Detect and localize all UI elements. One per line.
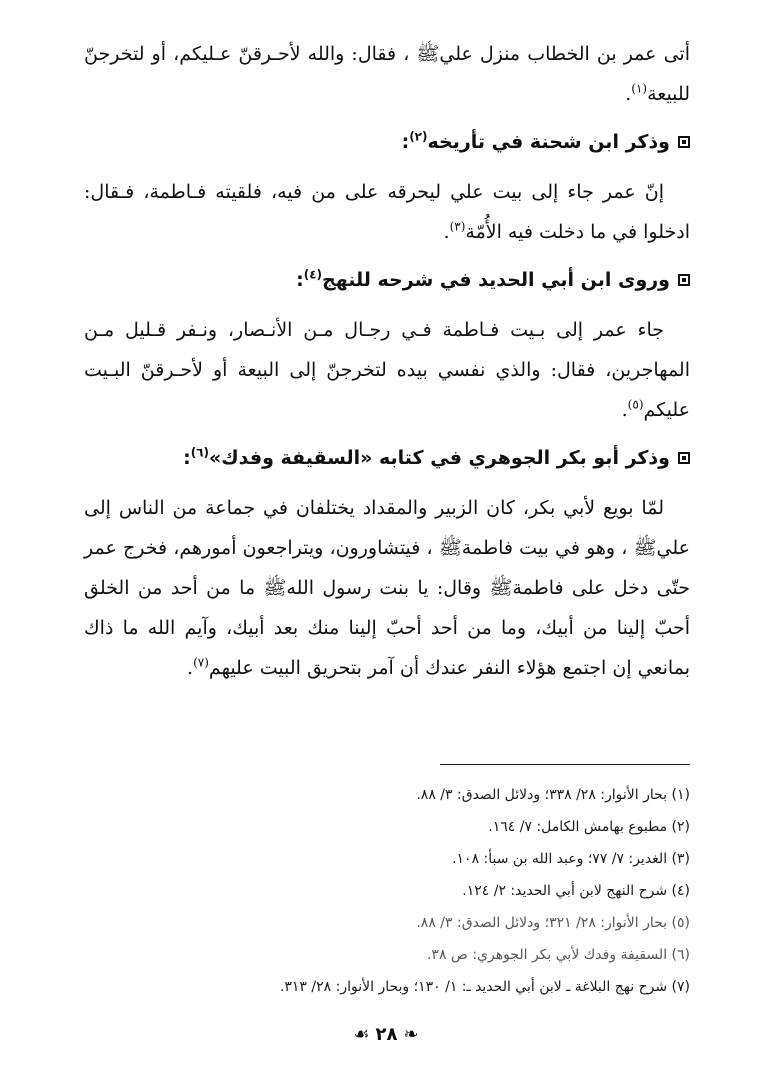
heading-1-text: وذكر ابن شحنة في تأريخه <box>427 131 670 153</box>
section-heading-ibn-abi-alhadid: وروى ابن أبي الحديد في شرحه للنهج$^{(٤)}$: <box>84 258 690 302</box>
footnote-5: (٥) بحار الأنوار: ٢٨/ ٣٢١؛ ودلائل الصدق: ٣/ ٨٨. <box>416 915 690 931</box>
section-heading-ibn-shahna: وذكر ابن شحنة في تأريخه$^{(٢)}$: <box>84 120 690 164</box>
footnote-ref-5: (٥) <box>627 397 644 412</box>
paragraph-4: لمّا بويع لأبي بكر، كان الزبير والمقداد يختلفان في جماعة من الناس إلى عليﷺ ، وهو في بيت فاطمةﷺ ، فيتشاورون، ويتراجعون أمورهم، فخرج عمر حتّى دخل على فاطمةﷺ وقال: يا بنت رسول اللهﷺ ما من أحد من الخلق أحبّ إلينا من أبيك، وما من أحد أحبّ إلينا منك بعد أبيك، وآيم الله ما ذاك بمانعي إن اجتمع هؤلاء النفر عندك أن آمر بتحريق البيت عليهم$^{(٧)}$. <box>84 497 690 679</box>
paragraph-2: إنّ عمر جاء إلى بيت علي ليحرقه على من فيه، فلقيته فـاطمة، فـقال: ادخلوا في ما دخلت فيه الأُمّة$^{(٣)}$. <box>84 181 690 243</box>
section-heading-jawhari: وذكر أبو بكر الجوهري في كتابه «السقيفة وفدك»$^{(٦)}$: <box>84 436 690 480</box>
footnote-ref-7: (٧) <box>193 655 209 670</box>
page-number <box>0 1024 772 1045</box>
ornament-right-icon: ☙ <box>353 1024 370 1045</box>
square-bullet-icon <box>678 136 690 148</box>
page-number-text: ٢٨ <box>375 1024 398 1045</box>
paragraph-4-text: لمّا بويع لأبي بكر، كان الزبير والمقداد يختلفان في جماعة من الناس إلى عليﷺ ، وهو في بيت فاطمةﷺ ، فيتشاورون، ويتراجعون أمورهم، فخرج عمر حتّى دخل على فاطمةﷺ وقال: يا بنت رسول اللهﷺ ما من أحد من الخلق أحبّ إلينا من أبيك، وما من أحد أحبّ إلينا منك بعد أبيك، وآيم الله ما ذاك بمانعي إن اجتمع هؤلاء النفر عندك أن آمر بتحريق البيت عليهم <box>84 497 690 679</box>
footnote-ref-1: (١) <box>631 81 648 96</box>
footnote-7: (٧) شرح نهج البلاغة ـ لابن أبي الحديد ـ: ١/ ١٣٠؛ وبحار الأنوار: ٢٨/ ٣١٣. <box>279 979 690 995</box>
footnote-6: (٦) السقيفة وفدك لأبي بكر الجوهري: ص ٣٨. <box>426 947 690 963</box>
paragraph-3: جاء عمر إلى بـيت فـاطمة فـي رجـال مـن الأنـصار، ونـفر قـليل مـن المهاجرين، فقال: والذي نفسي بيده لتخرجنّ إلى البيعة أو لأحـرقنّ البـيت عليكم$^{(٥)}$. <box>84 319 690 421</box>
heading-2-text: وروى ابن أبي الحديد في شرحه للنهج <box>322 269 670 291</box>
paragraph-2-text: إنّ عمر جاء إلى بيت علي ليحرقه على من فيه، فلقيته فـاطمة، فـقال: ادخلوا في ما دخلت فيه الأُمّة <box>84 181 690 243</box>
paragraph-3-text: جاء عمر إلى بـيت فـاطمة فـي رجـال مـن الأنـصار، ونـفر قـليل مـن المهاجرين، فقال: والذي نفسي بيده لتخرجنّ إلى البيعة أو لأحـرقنّ البـيت عليكم <box>84 319 690 421</box>
book-page <box>0 34 772 1085</box>
footnote-2: (٢) مطبوع بهامش الكامل: ٧/ ١٦٤. <box>488 819 690 835</box>
footnote-ref-6: (٦) <box>190 445 209 460</box>
footnotes-list <box>84 779 690 1003</box>
footnote-ref-2: (٢) <box>409 129 428 144</box>
footnote-4: (٤) شرح النهج لابن أبي الحديد: ٢/ ١٢٤. <box>462 883 690 899</box>
paragraph-1: أتى عمر بن الخطاب منزل عليﷺ ، فقال: والله لأحـرقنّ عـليكم، أو لتخرجنّ للبيعة$^{(١)}$. <box>84 43 690 105</box>
footnote-divider <box>440 764 690 765</box>
main-text <box>84 34 690 688</box>
footnote-ref-3: (٣) <box>449 219 466 234</box>
ornament-left-icon: ❧ <box>403 1024 419 1045</box>
square-bullet-icon <box>678 274 690 286</box>
paragraph-1-text: أتى عمر بن الخطاب منزل عليﷺ ، فقال: والله لأحـرقنّ عـليكم، أو لتخرجنّ للبيعة <box>84 43 690 105</box>
footnote-ref-4: (٤) <box>303 267 323 282</box>
footnote-1: (١) بحار الأنوار: ٢٨/ ٣٣٨؛ ودلائل الصدق: ٣/ ٨٨. <box>416 787 690 803</box>
footnote-3: (٣) الغدير: ٧/ ٧٧؛ وعبد الله بن سبأ: ١٠٨. <box>452 851 690 867</box>
heading-3-text: وذكر أبو بكر الجوهري في كتابه «السقيفة وفدك» <box>208 447 670 469</box>
square-bullet-icon <box>678 452 690 464</box>
